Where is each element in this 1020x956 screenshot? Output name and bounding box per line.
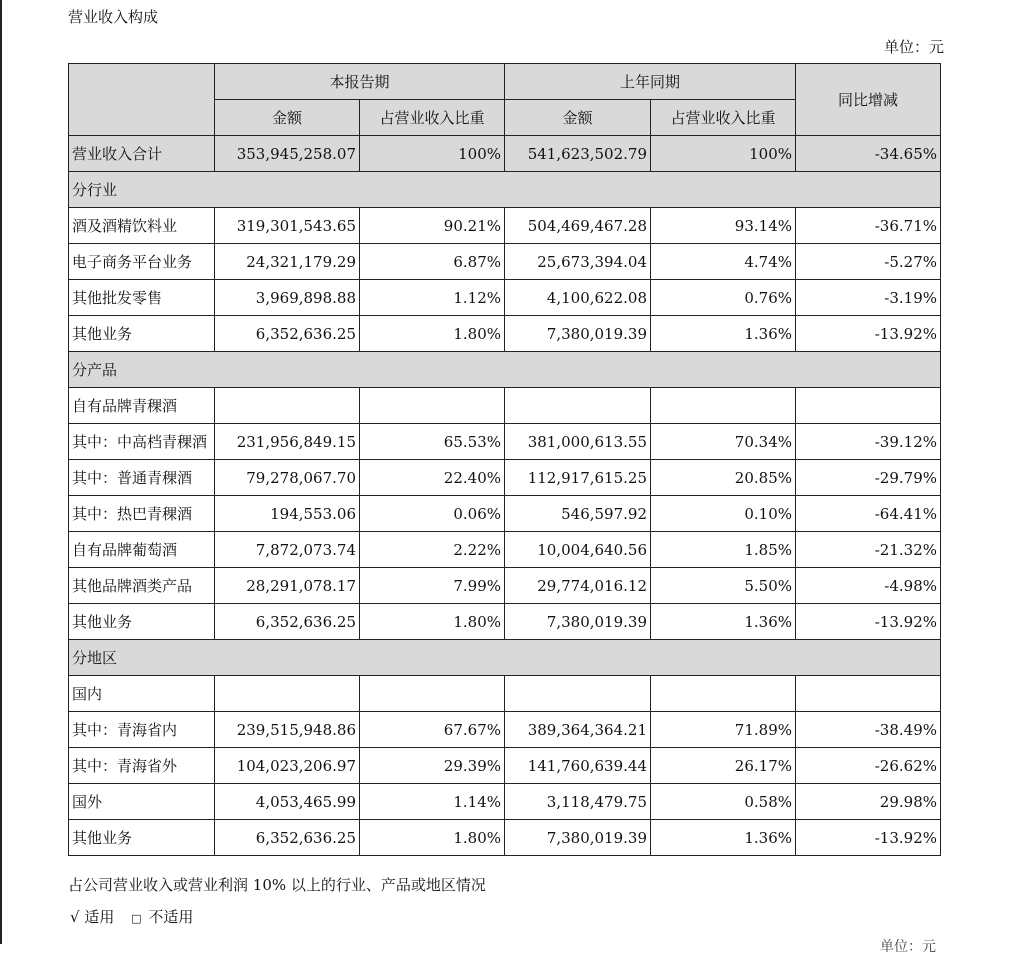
prior-amount-cell: 381,000,613.55 bbox=[505, 424, 651, 460]
row-label: 国内 bbox=[69, 676, 215, 712]
applicable-label: 适用 bbox=[84, 908, 115, 926]
next-page-unit-peek: 单位：元 bbox=[880, 939, 936, 955]
current-share-cell: 1.14% bbox=[360, 784, 505, 820]
current-amount-cell: 3,969,898.88 bbox=[215, 280, 360, 316]
table-row bbox=[69, 280, 941, 316]
yoy-change-cell: -34.65% bbox=[796, 136, 941, 172]
yoy-change-cell bbox=[796, 676, 941, 712]
current-share-cell: 6.87% bbox=[360, 244, 505, 280]
not-applicable-label: 不适用 bbox=[148, 908, 194, 926]
current-share-cell: 100% bbox=[360, 136, 505, 172]
table-row bbox=[69, 388, 941, 424]
table-row bbox=[69, 784, 941, 820]
prior-amount-cell bbox=[505, 388, 651, 424]
table-row bbox=[69, 676, 941, 712]
header-prior-share: 占营业收入比重 bbox=[651, 100, 796, 136]
header-current-share: 占营业收入比重 bbox=[360, 100, 505, 136]
row-label: 国外 bbox=[69, 784, 215, 820]
table-row bbox=[69, 712, 941, 748]
footnote: 占公司营业收入或营业利润 10% 以上的行业、产品或地区情况 bbox=[68, 876, 486, 894]
applicability-indicator bbox=[70, 906, 193, 927]
row-label: 其他业务 bbox=[69, 604, 215, 640]
header-yoy-change: 同比增减 bbox=[796, 64, 941, 136]
yoy-change-cell: -13.92% bbox=[796, 316, 941, 352]
section-row bbox=[69, 172, 941, 208]
table-row bbox=[69, 316, 941, 352]
yoy-change-cell: -4.98% bbox=[796, 568, 941, 604]
prior-amount-cell: 504,469,467.28 bbox=[505, 208, 651, 244]
current-amount-cell bbox=[215, 676, 360, 712]
row-label: 其中：普通青稞酒 bbox=[69, 460, 215, 496]
current-amount-cell: 28,291,078.17 bbox=[215, 568, 360, 604]
current-share-cell: 0.06% bbox=[360, 496, 505, 532]
current-share-cell: 1.80% bbox=[360, 820, 505, 856]
row-label: 其他业务 bbox=[69, 316, 215, 352]
row-label: 其中：青海省内 bbox=[69, 712, 215, 748]
yoy-change-cell: -13.92% bbox=[796, 820, 941, 856]
row-label: 其他品牌酒类产品 bbox=[69, 568, 215, 604]
yoy-change-cell: 29.98% bbox=[796, 784, 941, 820]
prior-share-cell bbox=[651, 388, 796, 424]
header-current-period: 本报告期 bbox=[215, 64, 505, 100]
prior-share-cell: 5.50% bbox=[651, 568, 796, 604]
section-row bbox=[69, 352, 941, 388]
table-row bbox=[69, 460, 941, 496]
prior-amount-cell: 3,118,479.75 bbox=[505, 784, 651, 820]
current-amount-cell: 7,872,073.74 bbox=[215, 532, 360, 568]
section-title: 营业收入构成 bbox=[68, 8, 159, 26]
row-label: 电子商务平台业务 bbox=[69, 244, 215, 280]
prior-share-cell: 0.10% bbox=[651, 496, 796, 532]
prior-share-cell: 100% bbox=[651, 136, 796, 172]
prior-share-cell: 1.36% bbox=[651, 820, 796, 856]
prior-share-cell: 93.14% bbox=[651, 208, 796, 244]
table-row bbox=[69, 244, 941, 280]
current-amount-cell: 104,023,206.97 bbox=[215, 748, 360, 784]
current-share-cell: 90.21% bbox=[360, 208, 505, 244]
row-label: 自有品牌青稞酒 bbox=[69, 388, 215, 424]
current-amount-cell: 24,321,179.29 bbox=[215, 244, 360, 280]
yoy-change-cell bbox=[796, 388, 941, 424]
table-body bbox=[69, 136, 941, 856]
current-share-cell: 2.22% bbox=[360, 532, 505, 568]
prior-share-cell: 20.85% bbox=[651, 460, 796, 496]
current-share-cell bbox=[360, 388, 505, 424]
table-row bbox=[69, 568, 941, 604]
current-amount-cell: 239,515,948.86 bbox=[215, 712, 360, 748]
prior-amount-cell: 29,774,016.12 bbox=[505, 568, 651, 604]
prior-share-cell: 0.58% bbox=[651, 784, 796, 820]
current-share-cell: 65.53% bbox=[360, 424, 505, 460]
prior-amount-cell: 141,760,639.44 bbox=[505, 748, 651, 784]
current-share-cell: 22.40% bbox=[360, 460, 505, 496]
prior-amount-cell: 546,597.92 bbox=[505, 496, 651, 532]
row-label: 营业收入合计 bbox=[69, 136, 215, 172]
row-label: 其中：热巴青稞酒 bbox=[69, 496, 215, 532]
header-label-column bbox=[69, 64, 215, 136]
unit-label: 单位：元 bbox=[883, 38, 944, 56]
prior-amount-cell: 7,380,019.39 bbox=[505, 604, 651, 640]
row-label: 自有品牌葡萄酒 bbox=[69, 532, 215, 568]
current-share-cell: 67.67% bbox=[360, 712, 505, 748]
prior-amount-cell: 10,004,640.56 bbox=[505, 532, 651, 568]
row-label: 其中：中高档青稞酒 bbox=[69, 424, 215, 460]
table-row bbox=[69, 496, 941, 532]
prior-amount-cell: 7,380,019.39 bbox=[505, 316, 651, 352]
prior-amount-cell: 4,100,622.08 bbox=[505, 280, 651, 316]
prior-share-cell: 0.76% bbox=[651, 280, 796, 316]
yoy-change-cell: -13.92% bbox=[796, 604, 941, 640]
current-share-cell: 1.80% bbox=[360, 316, 505, 352]
prior-share-cell: 71.89% bbox=[651, 712, 796, 748]
current-amount-cell bbox=[215, 388, 360, 424]
yoy-change-cell: -3.19% bbox=[796, 280, 941, 316]
section-label: 分产品 bbox=[69, 352, 941, 388]
current-amount-cell: 4,053,465.99 bbox=[215, 784, 360, 820]
prior-share-cell: 26.17% bbox=[651, 748, 796, 784]
current-amount-cell: 194,553.06 bbox=[215, 496, 360, 532]
yoy-change-cell: -26.62% bbox=[796, 748, 941, 784]
current-amount-cell: 79,278,067.70 bbox=[215, 460, 360, 496]
table-row bbox=[69, 424, 941, 460]
section-label: 分地区 bbox=[69, 640, 941, 676]
prior-share-cell bbox=[651, 676, 796, 712]
prior-amount-cell: 112,917,615.25 bbox=[505, 460, 651, 496]
row-label: 其他批发零售 bbox=[69, 280, 215, 316]
yoy-change-cell: -29.79% bbox=[796, 460, 941, 496]
prior-amount-cell: 389,364,364.21 bbox=[505, 712, 651, 748]
current-share-cell: 7.99% bbox=[360, 568, 505, 604]
row-label: 其他业务 bbox=[69, 820, 215, 856]
current-amount-cell: 319,301,543.65 bbox=[215, 208, 360, 244]
yoy-change-cell: -5.27% bbox=[796, 244, 941, 280]
header-prior-amount: 金额 bbox=[505, 100, 651, 136]
current-share-cell: 1.12% bbox=[360, 280, 505, 316]
prior-share-cell: 70.34% bbox=[651, 424, 796, 460]
yoy-change-cell: -38.49% bbox=[796, 712, 941, 748]
check-mark-icon: √ bbox=[70, 908, 80, 926]
prior-share-cell: 4.74% bbox=[651, 244, 796, 280]
current-share-cell bbox=[360, 676, 505, 712]
prior-amount-cell: 541,623,502.79 bbox=[505, 136, 651, 172]
current-amount-cell: 6,352,636.25 bbox=[215, 316, 360, 352]
table-row bbox=[69, 820, 941, 856]
table-row bbox=[69, 532, 941, 568]
total-row bbox=[69, 136, 941, 172]
header-prior-period: 上年同期 bbox=[505, 64, 796, 100]
prior-amount-cell: 25,673,394.04 bbox=[505, 244, 651, 280]
section-row bbox=[69, 640, 941, 676]
prior-amount-cell: 7,380,019.39 bbox=[505, 820, 651, 856]
prior-share-cell: 1.36% bbox=[651, 316, 796, 352]
prior-share-cell: 1.85% bbox=[651, 532, 796, 568]
current-share-cell: 29.39% bbox=[360, 748, 505, 784]
table-row bbox=[69, 748, 941, 784]
section-label: 分行业 bbox=[69, 172, 941, 208]
prior-amount-cell bbox=[505, 676, 651, 712]
yoy-change-cell: -39.12% bbox=[796, 424, 941, 460]
current-amount-cell: 6,352,636.25 bbox=[215, 604, 360, 640]
current-amount-cell: 231,956,849.15 bbox=[215, 424, 360, 460]
row-label: 酒及酒精饮料业 bbox=[69, 208, 215, 244]
prior-share-cell: 1.36% bbox=[651, 604, 796, 640]
empty-checkbox-icon: □ bbox=[131, 912, 142, 925]
yoy-change-cell: -36.71% bbox=[796, 208, 941, 244]
page-left-border bbox=[0, 0, 2, 944]
header-current-amount: 金额 bbox=[215, 100, 360, 136]
current-amount-cell: 6,352,636.25 bbox=[215, 820, 360, 856]
yoy-change-cell: -21.32% bbox=[796, 532, 941, 568]
table-row bbox=[69, 208, 941, 244]
current-amount-cell: 353,945,258.07 bbox=[215, 136, 360, 172]
revenue-composition-table bbox=[68, 63, 941, 856]
table-row bbox=[69, 604, 941, 640]
row-label: 其中：青海省外 bbox=[69, 748, 215, 784]
yoy-change-cell: -64.41% bbox=[796, 496, 941, 532]
current-share-cell: 1.80% bbox=[360, 604, 505, 640]
